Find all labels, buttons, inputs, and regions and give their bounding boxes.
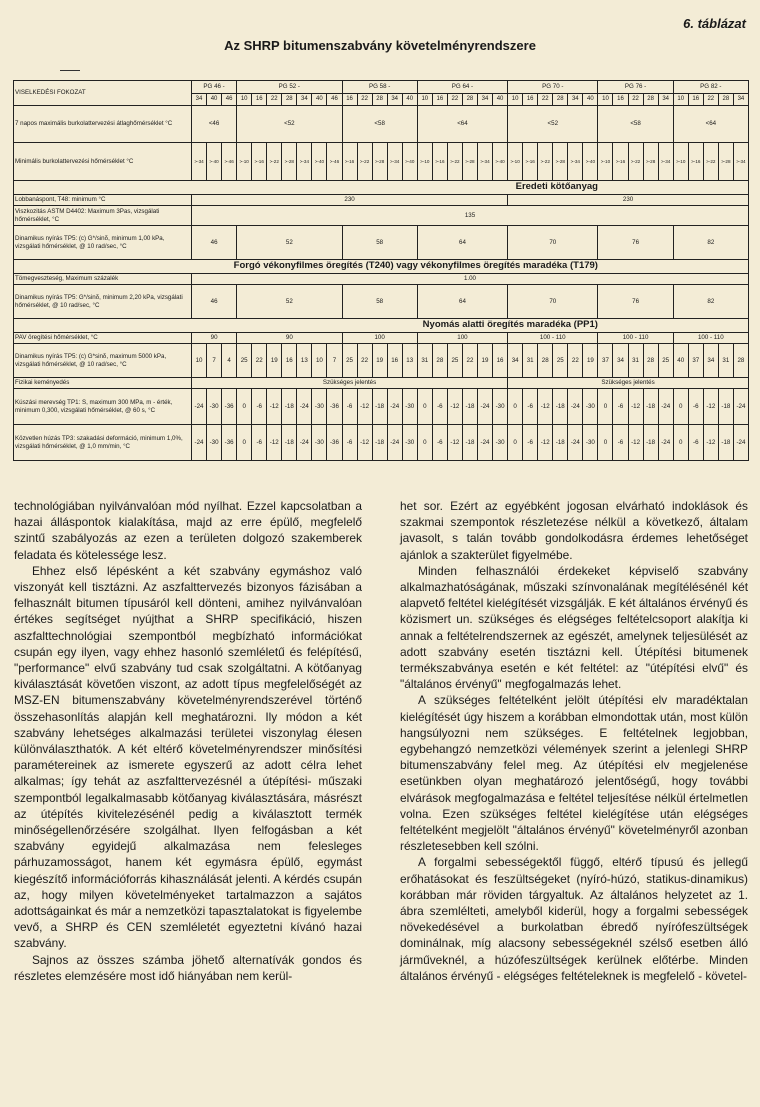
dsr-value: 70 [508, 285, 598, 319]
table-row [14, 260, 749, 274]
creep-value: -12 [267, 389, 282, 425]
min-temp-value: >-46 [327, 143, 342, 181]
table-row [14, 285, 749, 319]
row-label: Dinamikus nyírás TP5: (c) G*/sinδ, minimum 1,00 kPa, vizsgálati hőmérséklet, @ 10 rad/sec, °C [14, 226, 192, 260]
grade-temp: 40 [583, 94, 598, 106]
min-temp-value: >-40 [583, 143, 598, 181]
dsr-pav-value: 16 [387, 344, 402, 378]
creep-value: -12 [357, 389, 372, 425]
dsr-pav-value: 31 [718, 344, 733, 378]
grade-temp: 34 [733, 94, 748, 106]
creep-value: -18 [643, 389, 658, 425]
dsr-value: 46 [192, 285, 237, 319]
creep-value: -36 [327, 389, 342, 425]
grade-temp: 10 [237, 94, 252, 106]
grade-temp: 10 [673, 94, 688, 106]
dsr-value: 76 [598, 285, 673, 319]
dsr-pav-value: 34 [508, 344, 523, 378]
min-temp-value: >-40 [402, 143, 417, 181]
table-row [14, 425, 749, 461]
min-temp-value: >-10 [508, 143, 523, 181]
row-label: Lobbanáspont, T48: minimum °C [14, 195, 192, 206]
row-label: Minimális burkolattervezési hőmérséklet °C [14, 143, 192, 181]
creep-value: 0 [508, 389, 523, 425]
creep-value: -12 [447, 389, 462, 425]
direct-tension-value: -24 [387, 425, 402, 461]
dsr-pav-value: 25 [342, 344, 357, 378]
physical-hardening-value: Szükséges jelentés [508, 378, 749, 389]
body-paragraph: Sajnos az összes számba jöhető alternatívák gondos és részletes elemzésére most idő hiányában nem kerül- [14, 952, 362, 983]
direct-tension-value: -6 [688, 425, 703, 461]
table-row [14, 106, 749, 143]
creep-value: -6 [688, 389, 703, 425]
min-temp-value: >-34 [658, 143, 673, 181]
dsr-value: 46 [192, 226, 237, 260]
min-temp-value: >-34 [568, 143, 583, 181]
physical-hardening-value: Szükséges jelentés [192, 378, 508, 389]
dsr-pav-value: 31 [523, 344, 538, 378]
table-row [14, 81, 749, 94]
pav-temp-value: 100 - 110 [598, 333, 673, 344]
row-label: PAV öregítési hőmérséklet, °C [14, 333, 192, 344]
min-temp-value: >-22 [703, 143, 718, 181]
table-row [14, 181, 749, 195]
grade-name: PG 52 - [237, 81, 342, 94]
table-row [14, 195, 749, 206]
dsr-pav-value: 25 [237, 344, 252, 378]
body-paragraph: A szükséges feltételként jelölt útépítési elv maradéktalan kielégítését úgy hiszem a korábban elmondottak után, most külön hangsúlyozni nem szükséges. E feltételnek legjobban, egybehangzó nemzetközi vélemények szerint a jelenlegi SHRP bitumenszabvány felel meg. Az útépítési elv megjelenése esetünkben olyan meghatározó jelentőségű, hogy további elvárások megfogalmazása e feltétel teljesítése nélkül értelmetlen volna. Ezen szükséges feltétel kielégítése után elégséges feltételként megjelölt "általános érvényű" követelményről azonban részletesebben kell szólni. [400, 693, 748, 854]
grade-name: PG 70 - [508, 81, 598, 94]
section-heading: Eredeti kötőanyag [14, 181, 749, 195]
min-temp-value: >-22 [538, 143, 553, 181]
dsr-pav-value: 22 [252, 344, 267, 378]
min-temp-value: >-28 [553, 143, 568, 181]
min-temp-value: >-40 [493, 143, 508, 181]
creep-value: -18 [462, 389, 477, 425]
row-label: Kúszási merevség TP1: S, maximum 300 MPa, m - érték, minimum 0,300, vizsgálati hőmérséklet, @ 60 s, °C [14, 389, 192, 425]
dsr-pav-value: 13 [297, 344, 312, 378]
table-row [14, 206, 749, 226]
direct-tension-value: -12 [628, 425, 643, 461]
dsr-pav-value: 25 [553, 344, 568, 378]
creep-value: -30 [583, 389, 598, 425]
direct-tension-value: -6 [342, 425, 357, 461]
min-temp-value: >-28 [372, 143, 387, 181]
dsr-value: 82 [673, 226, 748, 260]
direct-tension-value: -24 [568, 425, 583, 461]
creep-value: -24 [387, 389, 402, 425]
dsr-pav-value: 19 [477, 344, 492, 378]
dsr-pav-value: 16 [282, 344, 297, 378]
direct-tension-value: -24 [733, 425, 748, 461]
grade-temp: 34 [477, 94, 492, 106]
grade-temp: 28 [718, 94, 733, 106]
direct-tension-value: -12 [267, 425, 282, 461]
body-paragraph: A forgalmi sebességektől függő, eltérő típusú és jellegű erőhatásokat és feszültségeket (nyíró-húzó, statikus-dinamikus) korábban már röviden tárgyaltuk. Az általános helyzetet az 1. ábra szemlélteti, amelyből kiderül, hogy a forgalmi sebességek növekedésével a burkolatban ébredő nyírófeszültségek dominálnak, míg alacsony sebességeknél szélső esetben álló járműveknél, a húzófeszültségek kerülnek előtérbe. Minden általános érvényű - elégséges feltételeknek is megfelelő - követel- [400, 855, 748, 983]
direct-tension-value: -30 [493, 425, 508, 461]
grade-temp: 16 [432, 94, 447, 106]
min-temp-value: >-10 [237, 143, 252, 181]
creep-value: -24 [658, 389, 673, 425]
direct-tension-value: -18 [372, 425, 387, 461]
table-row [14, 143, 749, 181]
creep-value: 0 [237, 389, 252, 425]
table-row [14, 319, 749, 333]
creep-value: 0 [417, 389, 432, 425]
max-temp-value: <52 [237, 106, 342, 143]
table-row [14, 274, 749, 285]
grade-temp: 22 [357, 94, 372, 106]
body-paragraph: het sor. Ezért az egyébként jogosan elvárható indoklások és szakmai szempontok részletezése nélkül a következő, általam javasolt, s talán tovább gondolkodásra érdemes lehetőséget ajánlok a szakterület figyelmébe. [400, 499, 748, 562]
direct-tension-value: -6 [523, 425, 538, 461]
grade-temp: 16 [523, 94, 538, 106]
grade-temp: 22 [267, 94, 282, 106]
direct-tension-value: 0 [417, 425, 432, 461]
max-temp-value: <58 [598, 106, 673, 143]
direct-tension-value: -18 [718, 425, 733, 461]
grade-temp: 34 [192, 94, 207, 106]
dsr-pav-value: 28 [643, 344, 658, 378]
min-temp-value: >-34 [192, 143, 207, 181]
row-label: Közvetlen húzás TP3: szakadási deformáció, minimum 1,0%, vizsgálati hőmérséklet, @ 1,0 mm/min, °C [14, 425, 192, 461]
dsr-pav-value: 10 [312, 344, 327, 378]
grade-temp: 40 [402, 94, 417, 106]
direct-tension-value: -6 [432, 425, 447, 461]
direct-tension-value: -30 [312, 425, 327, 461]
grade-temp: 22 [447, 94, 462, 106]
direct-tension-value: -24 [297, 425, 312, 461]
grade-name: PG 58 - [342, 81, 417, 94]
pav-temp-value: 90 [237, 333, 342, 344]
grade-temp: 16 [252, 94, 267, 106]
max-temp-value: <46 [192, 106, 237, 143]
dsr-value: 58 [342, 285, 417, 319]
grade-name: PG 64 - [417, 81, 507, 94]
creep-value: -24 [297, 389, 312, 425]
grade-temp: 40 [493, 94, 508, 106]
direct-tension-value: 0 [598, 425, 613, 461]
creep-value: -30 [402, 389, 417, 425]
dsr-pav-value: 19 [267, 344, 282, 378]
min-temp-value: >-34 [387, 143, 402, 181]
creep-value: -12 [703, 389, 718, 425]
min-temp-value: >-28 [462, 143, 477, 181]
dsr-value: 82 [673, 285, 748, 319]
pav-temp-value: 100 - 110 [508, 333, 598, 344]
short-rule [60, 70, 80, 71]
mass-loss-value: 1.00 [192, 274, 749, 285]
direct-tension-value: -6 [252, 425, 267, 461]
table-row [14, 389, 749, 425]
grade-temp: 10 [508, 94, 523, 106]
dsr-pav-value: 10 [192, 344, 207, 378]
section-heading: Nyomás alatti öregítés maradéka (PP1) [14, 319, 749, 333]
min-temp-value: >-28 [643, 143, 658, 181]
grade-temp: 28 [462, 94, 477, 106]
min-temp-value: >-34 [733, 143, 748, 181]
dsr-value: 52 [237, 226, 342, 260]
min-temp-value: >-16 [613, 143, 628, 181]
row-label: Viszkozitás ASTM D4402: Maximum 3Pas, vizsgálati hőmérséklet, °C [14, 206, 192, 226]
min-temp-value: >-10 [417, 143, 432, 181]
dsr-value: 52 [237, 285, 342, 319]
min-temp-value: >-16 [523, 143, 538, 181]
creep-value: -24 [477, 389, 492, 425]
dsr-pav-value: 37 [598, 344, 613, 378]
creep-value: -6 [523, 389, 538, 425]
creep-value: -24 [568, 389, 583, 425]
dsr-pav-value: 28 [432, 344, 447, 378]
grade-temp: 16 [342, 94, 357, 106]
creep-value: -12 [538, 389, 553, 425]
grade-temp: 28 [372, 94, 387, 106]
dsr-pav-value: 22 [357, 344, 372, 378]
creep-value: -18 [282, 389, 297, 425]
grade-temp: 16 [613, 94, 628, 106]
min-temp-value: >-28 [718, 143, 733, 181]
pav-temp-value: 100 [342, 333, 417, 344]
grade-temp: 10 [417, 94, 432, 106]
grade-temp: 46 [222, 94, 237, 106]
table-row [14, 226, 749, 260]
grade-temp: 34 [387, 94, 402, 106]
max-temp-value: <58 [342, 106, 417, 143]
direct-tension-value: -30 [583, 425, 598, 461]
min-temp-value: >-10 [598, 143, 613, 181]
body-right-column [400, 498, 748, 984]
dsr-pav-value: 28 [733, 344, 748, 378]
grade-temp: 40 [312, 94, 327, 106]
min-temp-value: >-16 [252, 143, 267, 181]
dsr-pav-value: 31 [628, 344, 643, 378]
table-number: 6. táblázat [683, 16, 746, 31]
max-temp-value: <64 [673, 106, 748, 143]
creep-value: -6 [613, 389, 628, 425]
pav-temp-value: 100 - 110 [673, 333, 748, 344]
direct-tension-value: -18 [643, 425, 658, 461]
grade-temp: 10 [598, 94, 613, 106]
direct-tension-value: -24 [192, 425, 207, 461]
creep-value: -6 [252, 389, 267, 425]
direct-tension-value: 0 [237, 425, 252, 461]
dsr-pav-value: 4 [222, 344, 237, 378]
direct-tension-value: -24 [658, 425, 673, 461]
creep-value: -30 [207, 389, 222, 425]
creep-value: -18 [553, 389, 568, 425]
creep-value: -18 [372, 389, 387, 425]
min-temp-value: >-16 [688, 143, 703, 181]
pav-temp-value: 100 [417, 333, 507, 344]
min-temp-value: >-34 [477, 143, 492, 181]
grade-temp: 46 [327, 94, 342, 106]
direct-tension-value: -6 [613, 425, 628, 461]
table-row [14, 378, 749, 389]
spec-table [13, 80, 749, 461]
body-left-column [14, 498, 362, 984]
min-temp-value: >-22 [447, 143, 462, 181]
creep-value: -18 [718, 389, 733, 425]
direct-tension-value: -18 [462, 425, 477, 461]
min-temp-value: >-22 [628, 143, 643, 181]
direct-tension-value: -36 [222, 425, 237, 461]
grade-temp: 28 [553, 94, 568, 106]
body-paragraph: Ehhez első lépésként a két szabvány egymáshoz való viszonyát kell tisztázni. Az aszfalttervezés bizonyos fázisában a felhasznált bitumen típusáról kell dönteni, amihez nyilvánvalóan értékes segítséget nyújthat a SHRP specifikáció, hiszen aszfalttechnológiai szempontból megbízható információkat csupán egy ilyen, vagy ehhez hasonló szemléletű és felépítésű, "performance" elvű szabvány tud csak szolgáltatni. A kötőanyag kiválasztását követően viszont, az adott típus megfelelőségét az MSZ-EN bitumenszabvány követelményrendszerével történő összehasonlítás alapján kell meghatározni. Ily módon a két szabvány lehetséges alkalmazási területei viszonylag élesen különválaszthatók. A két eltérő követelményrendszer minősítési paramétereinek az ismerete egyszerű az adott célra lehet alkalmas; így tehát az aszfalttervezésnél a útépítési- műszaki szempontból legalkalmasabb kötőanyag kiválasztására, másrészt az útépítés kivitelezésénél pedig a kiválasztott termék minőségellenőrzésére szolgálhat. Ilyen felfogásban a két szabvány egyidejű alkalmazása nem felesleges párhuzamosságot, hanem két egymásra épülő, egymást kiegészítő információforrás kihasználását jelenti. A kérdés csupán az, hogy milyen követelményeket tartalmazzon a sajátos adottságainkat és már a nemzetközi tapasztalatokat is figyelembe vevő, a SHRP és CEN szemléletét egyeztetni kívánó hazai szabvány. [14, 563, 362, 951]
direct-tension-value: 0 [508, 425, 523, 461]
creep-value: -24 [733, 389, 748, 425]
dsr-value: 76 [598, 226, 673, 260]
direct-tension-value: -30 [207, 425, 222, 461]
min-temp-value: >-16 [432, 143, 447, 181]
grade-header-label: VISELKEDÉSI FOKOZAT [14, 81, 192, 106]
min-temp-value: >-16 [342, 143, 357, 181]
creep-value: -30 [312, 389, 327, 425]
dsr-value: 64 [417, 226, 507, 260]
grade-temp: 34 [297, 94, 312, 106]
min-temp-value: >-40 [312, 143, 327, 181]
dsr-pav-value: 16 [493, 344, 508, 378]
max-temp-value: <64 [417, 106, 507, 143]
creep-value: -12 [628, 389, 643, 425]
grade-temp: 16 [688, 94, 703, 106]
grade-temp: 40 [207, 94, 222, 106]
dsr-pav-value: 37 [688, 344, 703, 378]
min-temp-value: >-22 [267, 143, 282, 181]
section-heading: Forgó vékonyfilmes öregítés (T240) vagy vékonyfilmes öregítés maradéka (T179) [14, 260, 749, 274]
pav-temp-value: 90 [192, 333, 237, 344]
table-row [14, 333, 749, 344]
creep-value: -24 [192, 389, 207, 425]
direct-tension-value: -18 [553, 425, 568, 461]
direct-tension-value: -18 [282, 425, 297, 461]
dsr-pav-value: 7 [327, 344, 342, 378]
direct-tension-value: -12 [703, 425, 718, 461]
dsr-pav-value: 19 [372, 344, 387, 378]
direct-tension-value: -24 [477, 425, 492, 461]
creep-value: -6 [432, 389, 447, 425]
grade-temp: 34 [658, 94, 673, 106]
dsr-value: 70 [508, 226, 598, 260]
row-label: Dinamikus nyírás TP5: G*/sinδ, minimum 2,20 kPa, vizsgálati hőmérséklet, @ 10 rad/sec, °C [14, 285, 192, 319]
dsr-pav-value: 7 [207, 344, 222, 378]
dsr-pav-value: 22 [568, 344, 583, 378]
min-temp-value: >-22 [357, 143, 372, 181]
min-temp-value: >-34 [297, 143, 312, 181]
grade-temp: 22 [628, 94, 643, 106]
creep-value: 0 [673, 389, 688, 425]
row-label: 7 napos maximális burkolattervezési átlaghőmérséklet °C [14, 106, 192, 143]
max-temp-value: <52 [508, 106, 598, 143]
dsr-pav-value: 13 [402, 344, 417, 378]
grade-temp: 22 [538, 94, 553, 106]
dsr-pav-value: 25 [447, 344, 462, 378]
row-label: Fizikai keményedés [14, 378, 192, 389]
grade-name: PG 82 - [673, 81, 748, 94]
flash-value: 230 [508, 195, 749, 206]
min-temp-value: >-40 [207, 143, 222, 181]
creep-value: -6 [342, 389, 357, 425]
grade-temp: 28 [643, 94, 658, 106]
min-temp-value: >-10 [673, 143, 688, 181]
dsr-value: 64 [417, 285, 507, 319]
direct-tension-value: -30 [402, 425, 417, 461]
viscosity-value: 135 [192, 206, 749, 226]
direct-tension-value: -36 [327, 425, 342, 461]
direct-tension-value: -12 [538, 425, 553, 461]
creep-value: -36 [222, 389, 237, 425]
grade-name: PG 46 - [192, 81, 237, 94]
grade-temp: 22 [703, 94, 718, 106]
dsr-pav-value: 31 [417, 344, 432, 378]
direct-tension-value: -12 [357, 425, 372, 461]
row-label: Dinamikus nyírás TP5: (c) G*sinδ, maximum 5000 kPa, vizsgálati hőmérséklet, @ 10 rad/sec, °C [14, 344, 192, 378]
dsr-pav-value: 22 [462, 344, 477, 378]
direct-tension-value: 0 [673, 425, 688, 461]
direct-tension-value: -12 [447, 425, 462, 461]
grade-temp: 28 [282, 94, 297, 106]
dsr-pav-value: 34 [613, 344, 628, 378]
body-paragraph: technológiában nyilvánvalóan mód nyílhat. Ezzel kapcsolatban a hazai álláspontok kialakítása, majd az erre épülő, megfelelő szintű szabályozás az ezen a területen dolgozó szakemberek feladata és kötelessége lesz. [14, 499, 362, 562]
dsr-value: 58 [342, 226, 417, 260]
table-title: Az SHRP bitumenszabvány követelményrendszere [224, 38, 536, 53]
dsr-pav-value: 34 [703, 344, 718, 378]
grade-name: PG 76 - [598, 81, 673, 94]
dsr-pav-value: 19 [583, 344, 598, 378]
body-paragraph: Minden felhasználói érdekeket képviselő szabvány alkalmazhatóságának, műszaki színvonalának megítélésénél két alapvető feltétel kielégítését vizsgálják. E két általános érvényű és közismert un. szükséges és elégséges feltételcsoport alakítja ki annak a feltételrendszernek az egészét, amelynek teljesülését az adott szabvány esetén tisztázni kell. Útépítési bitumenek termékszabványa esetén e két feltétel: az "útépítési elvű" és "általános érvényű" megfogalmazás lehet. [400, 563, 748, 692]
dsr-pav-value: 28 [538, 344, 553, 378]
dsr-pav-value: 25 [658, 344, 673, 378]
creep-value: 0 [598, 389, 613, 425]
flash-value: 230 [192, 195, 508, 206]
min-temp-value: >-46 [222, 143, 237, 181]
creep-value: -30 [493, 389, 508, 425]
dsr-pav-value: 40 [673, 344, 688, 378]
row-label: Tömegveszteség, Maximum százalék [14, 274, 192, 285]
grade-temp: 34 [568, 94, 583, 106]
min-temp-value: >-28 [282, 143, 297, 181]
table-row [14, 344, 749, 378]
